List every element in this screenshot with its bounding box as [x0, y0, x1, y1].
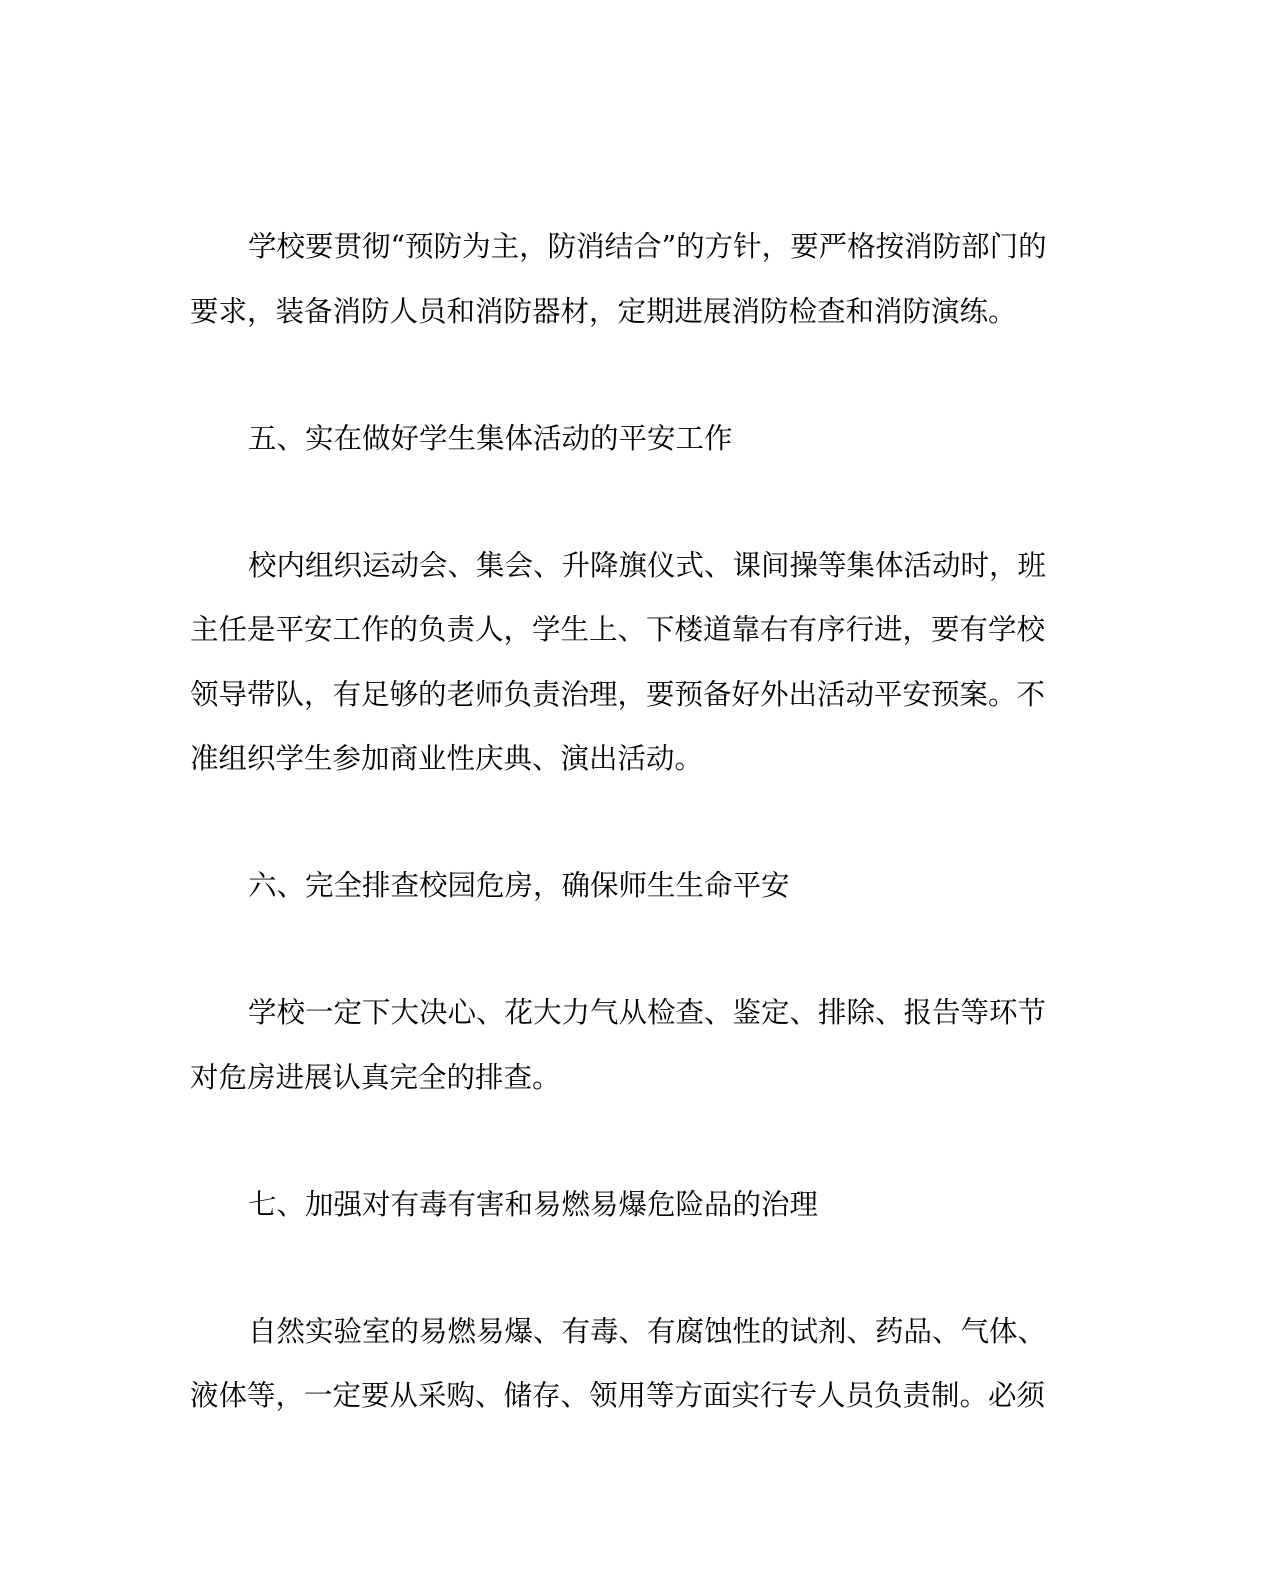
- paragraph-line: 学校要贯彻“预防为主，防消结合”的方针，要严格按消防部门的: [248, 230, 1047, 263]
- section-heading-text: 七、加强对有毒有害和易燃易爆危险品的治理: [248, 1187, 819, 1221]
- paragraph-line: 主任是平安工作的负责人，学生上、下楼道靠右有序行进，要有学校: [190, 613, 1046, 646]
- paragraph-line: 学校一定下大决心、花大力气从检查、鉴定、排除、报告等环节: [248, 996, 1047, 1029]
- paragraph-line: 准组织学生参加商业性庆典、演出活动。: [190, 742, 704, 775]
- section-heading: [190, 1173, 1070, 1238]
- paragraph: [190, 981, 1070, 1110]
- section-heading-text: 五、实在做好学生集体活动的平安工作: [248, 421, 733, 455]
- paragraph-line: 要求，装备消防人员和消防器材，定期进展消防检查和消防演练。: [190, 294, 1017, 328]
- paragraph: [190, 534, 1070, 792]
- paragraph: [190, 215, 1070, 344]
- paragraph-line: 自然实验室的易燃易爆、有毒、有腐蚀性的试剂、药品、气体、: [248, 1314, 1047, 1348]
- paragraph-line: 校内组织运动会、集会、升降旗仪式、课间操等集体活动时，班: [248, 548, 1047, 582]
- document-body: [190, 215, 1070, 1491]
- section-heading: [190, 407, 1070, 472]
- paragraph-line: 对危房进展认真完全的排查。: [190, 1060, 561, 1094]
- paragraph-line: 领导带队，有足够的老师负责治理，要预备好外出活动平安预案。不: [190, 677, 1046, 711]
- paragraph-line: 液体等，一定要从采购、储存、领用等方面实行专人员负责制。必须: [190, 1379, 1046, 1412]
- paragraph: [190, 1300, 1070, 1429]
- section-heading-text: 六、完全排查校园危房，确保师生生命平安: [248, 869, 790, 902]
- section-heading: [190, 854, 1070, 919]
